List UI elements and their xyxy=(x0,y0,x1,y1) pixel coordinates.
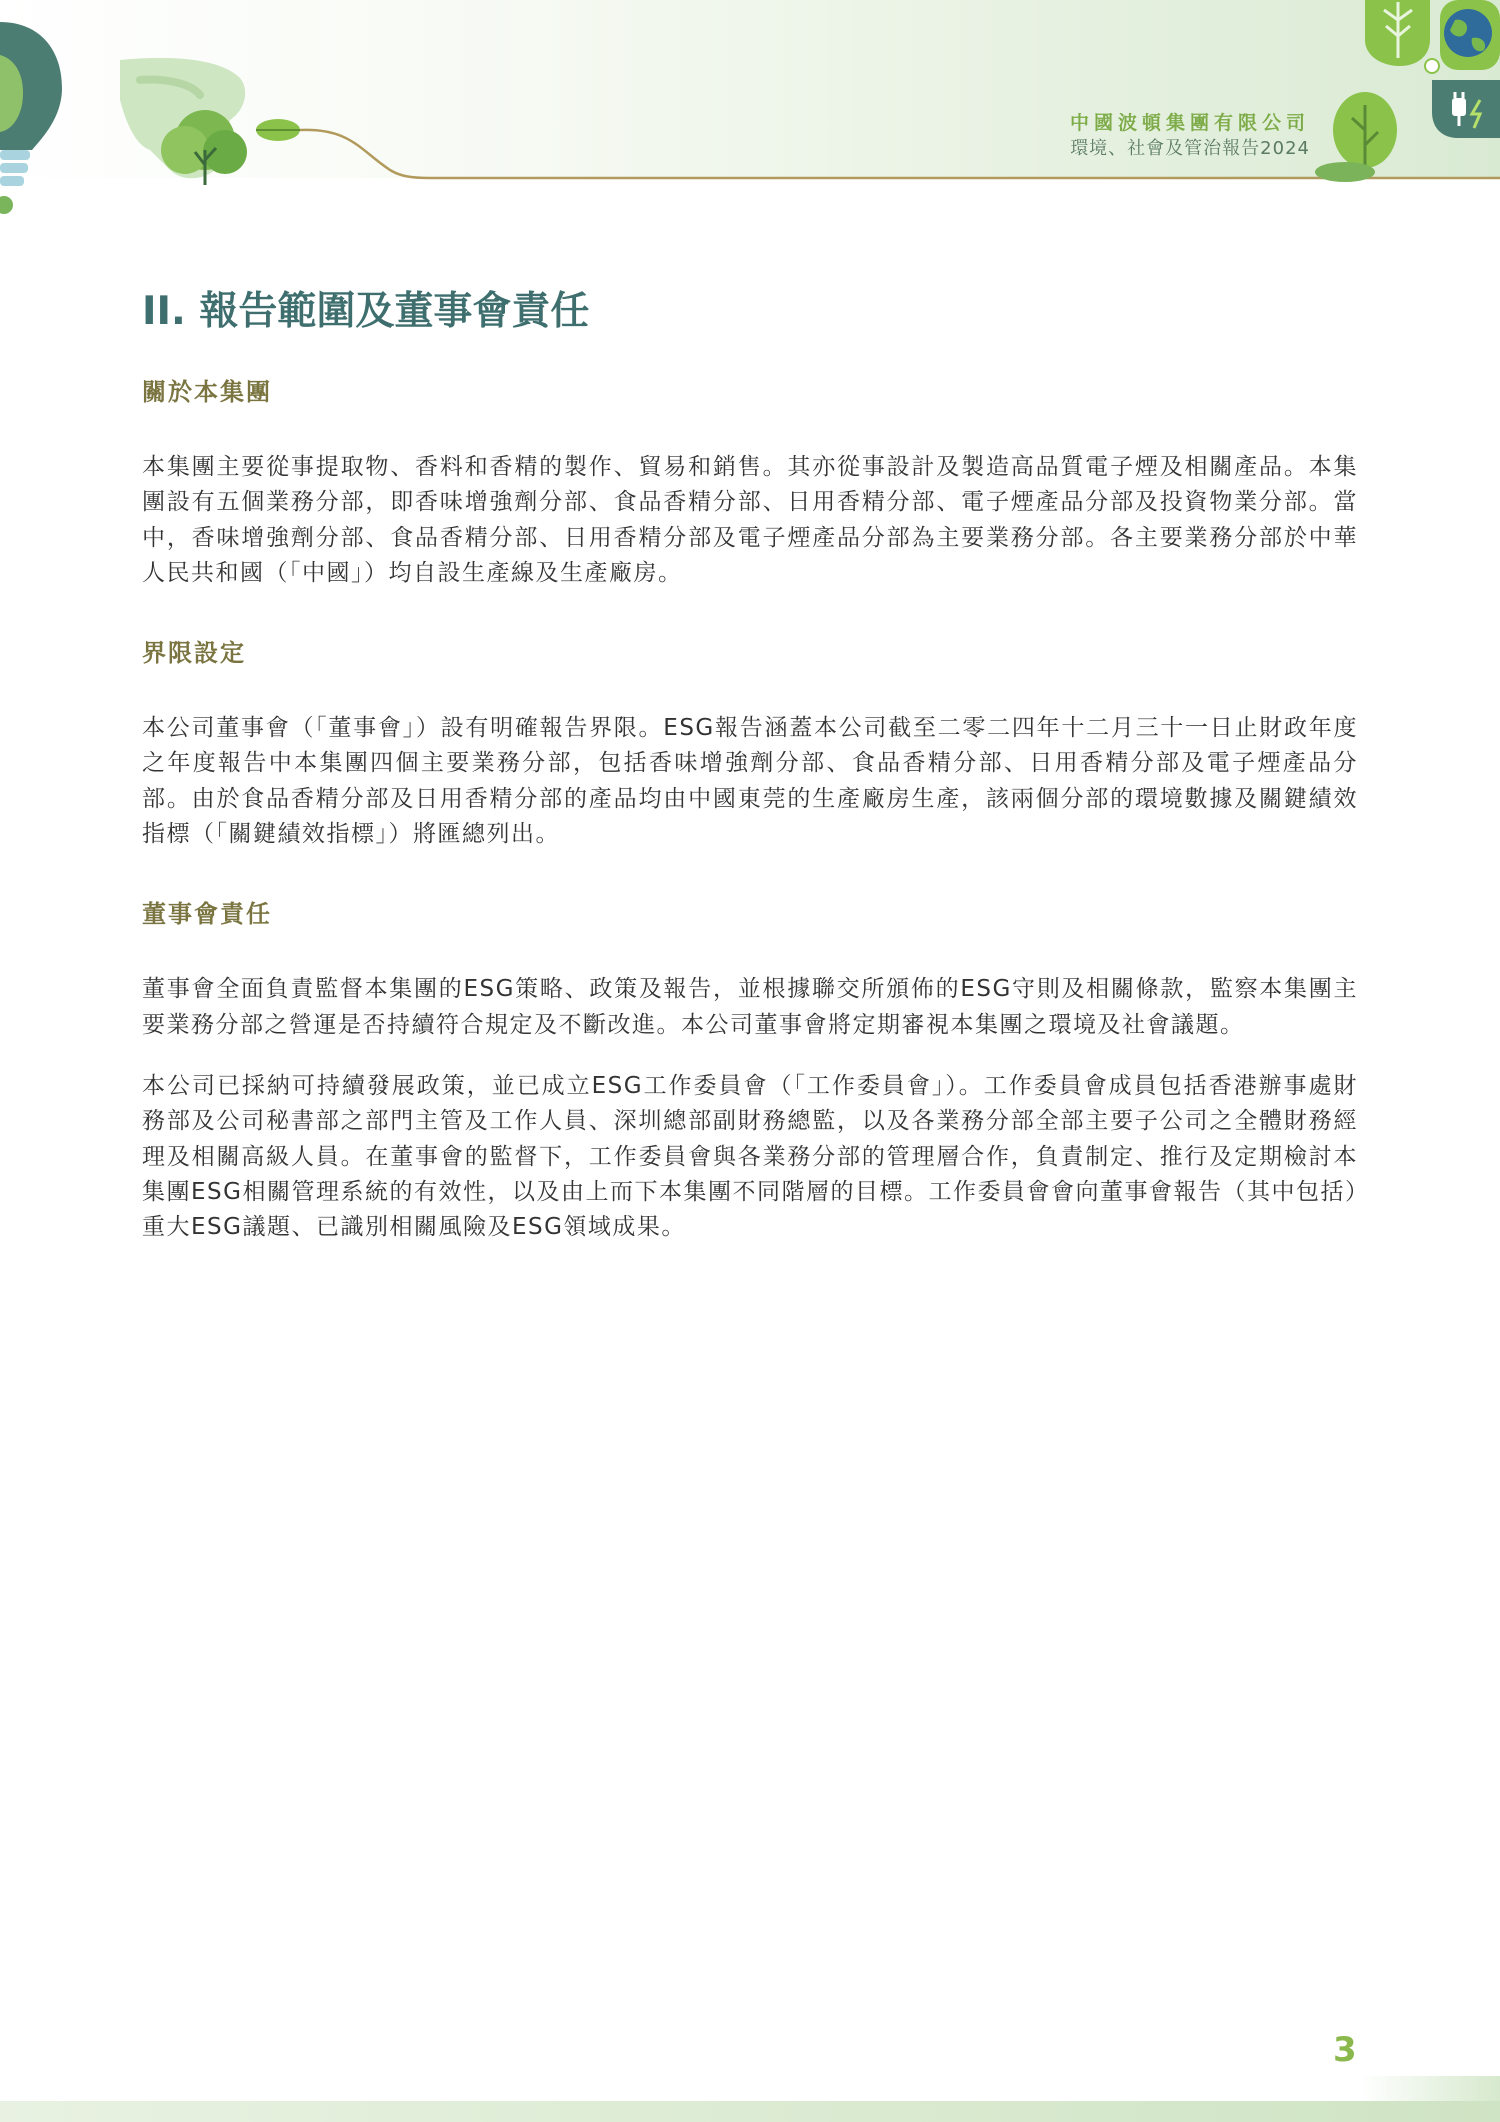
footer-decoration xyxy=(1360,2076,1500,2101)
subheading-boundary: 界限設定 xyxy=(142,639,246,668)
tree-icon xyxy=(1315,92,1397,182)
main-content xyxy=(142,372,1358,1271)
paragraph: 本集團主要從事提取物、香料和香精的製作、貿易和銷售。其亦從事設計及製造高品質電子煙及相關產品。本集團設有五個業務分部，即香味增強劑分部、食品香精分部、日用香精分部、電子煙產品分部及投資物業分部。當中，香味增強劑分部、食品香精分部、日用香精分部及電子煙產品分部為主要業務分部。各主要業務分部於中華人民共和國（「中國」）均自設生產線及生產廠房。 xyxy=(142,454,1358,586)
globe-icon xyxy=(1440,0,1500,70)
subheading-board-responsibility: 董事會責任 xyxy=(142,900,272,929)
paragraph: 董事會全面負責監督本集團的ESG策略、政策及報告，並根據聯交所頒佈的ESG守則及相關條款，監察本集團主要業務分部之營運是否持續符合規定及不斷改進。本公司董事會將定期審視本集團之環境及社會議題。 xyxy=(142,976,1358,1038)
paragraph: 本公司董事會（「董事會」）設有明確報告界限。ESG報告涵蓋本公司截至二零二四年十二月三十一日止財政年度之年度報告中本集團四個主要業務分部，包括香味增強劑分部、食品香精分部、日用香精分部及電子煙產品分部。由於食品香精分部及日用香精分部的產品均由中國東莞的生產廠房生產，該兩個分部的環境數據及關鍵績效指標（「關鍵績效指標」）將匯總列出。 xyxy=(142,715,1358,848)
section-title: II. 報告範圍及董事會責任 xyxy=(142,289,590,334)
footer-band xyxy=(0,2101,1500,2122)
company-name: 中國波頓集團有限公司 xyxy=(1069,112,1310,134)
report-title: 環境、社會及管治報告2024 xyxy=(1070,138,1310,159)
leaf-icon xyxy=(1365,0,1430,66)
page-number: 3 xyxy=(1333,2030,1357,2070)
lightbulb-icon xyxy=(0,22,62,214)
leaf-icon xyxy=(256,119,300,141)
paragraph: 本公司已採納可持續發展政策，並已成立ESG工作委員會（「工作委員會」）。工作委員會成員包括香港辦事處財務部及公司秘書部之部門主管及工作人員、深圳總部副財務總監，以及各業務分部全部主要子公司之全體財務經理及相關高級人員。在董事會的監督下，工作委員會與各業務分部的管理層合作，負責制定、推行及定期檢討本集團ESG相關管理系統的有效性，以及由上而下本集團不同階層的目標。工作委員會會向董事會報告（其中包括）重大ESG議題、已識別相關風險及ESG領域成果。 xyxy=(142,1072,1358,1241)
subheading-about-group: 關於本集團 xyxy=(142,378,272,406)
plug-icon xyxy=(1432,80,1500,138)
